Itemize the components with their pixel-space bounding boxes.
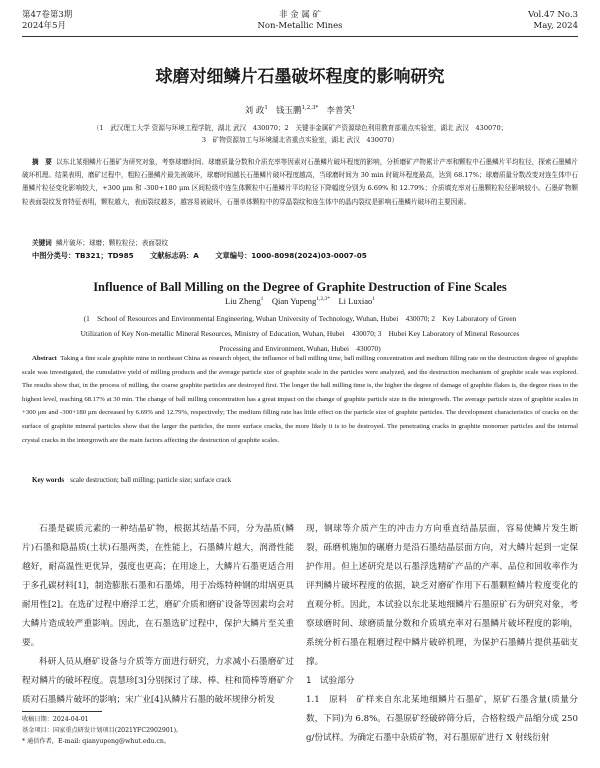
- corresponding-author: * 通信作者，E-mail: qianyupeng@whut.edu.cn。: [22, 737, 171, 745]
- body-column-right: [306, 520, 578, 748]
- abstract-text-cn: 以东北某细鳞片石墨矿为研究对象，考察球磨时间、球磨质量分数和介质充率等因素对石墨鳞片破坏程度的影响，分析磨矿产物累计产率和颗粒中石墨鳞片平均粒径，探索石墨鳞片破坏机理。结果表明，磨矿过程中，粗粒石墨鳞片最先被破坏，球磨时间越长石墨鳞片破坏程度越高，当球磨时间为 30 min 时破坏程度最高，达到 68.17%；球磨质量分数改变对连生体中石墨鳞片粒径变化影响较大，+300 μm 和 -300+180 μm 区间粒级中连生体颗粒中石墨鳞片平均粒径下降幅度分别为 6.69% 和 12.79%；介质填充率对石墨颗粒粒径影响较小。石墨矿物颗粒表面裂纹发育特征表明，颗粒越大，表面裂纹越多，越容易被破坏，石墨单体颗粒中的穿晶裂纹和连生体中的晶内裂纹是影响石墨鳞片破坏的主要因素。: [22, 158, 578, 206]
- author-affil-mark: 1: [351, 105, 356, 112]
- affiliations-cn: [40, 122, 560, 146]
- affiliation-line: 3 矿物资源加工与环境湖北省重点实验室，湖北 武汉 430070）: [201, 136, 399, 144]
- document-code: 文献标志码：A: [150, 251, 199, 260]
- author-affil-mark: 1: [264, 105, 268, 112]
- affiliation-line: Utilization of Key Non-metallic Mineral Resources, Ministry of Education, Wuhan, Hubei 430070; 3 Hubei Key Laboratory of Mineral Resources: [80, 329, 520, 339]
- affiliation-line: （1 武汉理工大学 资源与环境工程学院，湖北 武汉 430070；2 关键非金属矿产资源绿色利用教育部重点实验室，湖北 武汉 430070；: [92, 124, 508, 132]
- paper-title-en: Influence of Ball Milling on the Degree of Graphite Destruction of Fine Scales: [93, 280, 507, 294]
- date-cn: 2024年5月: [22, 21, 67, 31]
- author-name: Li Luxiao: [338, 296, 373, 306]
- received-date: 收稿日期：2024-04-01: [22, 716, 89, 723]
- journal-name-en: Non-Metallic Mines: [257, 21, 343, 31]
- author-name: Qian Yupeng: [271, 296, 317, 306]
- clc-number: 中图分类号：TB321；TD985: [32, 251, 134, 260]
- body-paragraph: 现，钢球等介质产生的冲击力方向垂直结晶层面，容易使鳞片发生断裂，砾磨机施加的碾磨力是沿石墨结晶层面方向，对大鳞片起到一定保护作用。但上述研究是以石墨浮选精矿产品的产率、品位和回收率作为评判鳞片破坏程度的依据，缺乏对磨矿作用下石墨颗粒鳞片粒度变化的直观分析。因此，本试验以东北某地细鳞片石墨原矿石为研究对象，考察球磨时间、球磨质量分数和介质填充率对石墨鳞片破坏程度的影响，系统分析石墨在粗磨过程中鳞片破碎机理，为保护石墨鳞片提供基础支撑。: [306, 524, 578, 667]
- paper-title-cn: 球磨对细鳞片石墨破坏程度的影响研究: [155, 67, 445, 87]
- author-name: Liu Zheng: [225, 296, 261, 306]
- affiliation-line: Processing and Environment, Wuhan, Hubei 430070): [219, 344, 381, 354]
- abstract-cn: [22, 156, 578, 209]
- abstract-text-en: Taking a fine scale graphite mine in northeast China as research object, the influence of ball milling time, ball milling concentration and medium filling rate on the destruction degree of graphite scale was investigated, the cumulative yield of milling products and the average particle size of graphite scale in the particles were analyzed, and the destruction mechanism of graphite scale was explored. The results show that, in the process of milling, the coarse graphite particles are destroyed first. The longer the ball milling time is, the higher the degree of damage of graphite flakes is, the degree rises to the highest level, reaching 68.17% at 30 min. The change of ball milling concentration has a great impact on the change of graphite particle size in the intergrowth. The average particle sizes of graphite scales in +300 μm and -300+180 μm decreased by 6.69% and 12.79%, respectively; The medium filling rate has little effect on the particle size of graphite particles. The development characteristics of cracks on the surface of graphite mineral particles show that the larger the particles, the more surface cracks, the more likely it is to be destroyed. The penetrating cracks in graphite monomer particles and the internal crystal cracks in the intergrowth are the main factors affecting the destruction of graphite scales.: [22, 355, 578, 444]
- keywords-cn: [32, 237, 578, 247]
- abstract-label-cn: 摘 要: [32, 158, 52, 166]
- keywords-label-cn: 关键词: [32, 239, 52, 247]
- body-paragraph: 1.1 原料 矿样来自东北某地细鳞片石墨矿，原矿石墨含量(质量分数，下同)为 6.8%。石墨原矿经破碎筛分后，合格粒级产品缩分成 250 g/份试样。为确定石墨中杂质矿物，对石墨原矿进行 X 射线衍射: [306, 695, 578, 743]
- footnotes: [22, 715, 294, 747]
- body-paragraph: 科研人员从磨矿设备与介质等方面进行研究，力求减小石墨磨矿过程对鳞片的破坏程度。袁慧珍[3]分别探讨了球、棒、柱和筒棒等磨矿介质对石墨鳞片破坏的影响；宋广业[4]从鳞片石墨的破坏规律分析发: [22, 657, 294, 705]
- author-affil-mark: 1,2,3*: [316, 296, 330, 303]
- section-heading: 1 试验部分: [306, 676, 355, 686]
- keywords-label-en: Key words: [32, 476, 65, 484]
- author-name: 李普笑: [326, 106, 352, 116]
- classification-line: [32, 251, 578, 261]
- author-affil-mark: 1: [372, 296, 375, 303]
- footnote-rule: [22, 711, 102, 712]
- body-paragraph: 石墨是碳质元素的一种结晶矿物，根据其结晶不同，分为晶质(鳞片)石墨和隐晶质(土状)石墨两类，在性能上，石墨鳞片越大，润滑性能越好，耐高温性更优异，强度也更高；在用途上，大鳞片石墨更适合用于多孔碳材料[1]，制造膨胀石墨和石墨烯，用于冶炼特种钢的坩埚更具耐用性[2]。在选矿过程中磨浮工艺，磨矿介质和磨矿设备等因素均会对大鳞片造成较严重影响。因此，在石墨选矿过程中，保护大鳞片至关重要。: [22, 524, 294, 648]
- fund-project: 基金项目：国家重点研发计划项目(2021YFC2902901)。: [22, 726, 183, 734]
- keywords-text-en: scale destruction; ball milling; particle size; surface crack: [70, 476, 232, 484]
- running-header: [22, 10, 578, 38]
- affiliations-en: [22, 311, 578, 357]
- author-name: 刘 政: [244, 106, 265, 116]
- keywords-en: [32, 476, 578, 484]
- abstract-label-en: Abstract: [32, 355, 57, 362]
- abstract-en: [22, 352, 578, 447]
- journal-name-cn: 非 金 属 矿: [278, 10, 322, 20]
- authors-en: [0, 296, 600, 306]
- keywords-text-cn: 鳞片破坏；球磨；颗粒粒径；表面裂纹: [55, 239, 169, 247]
- body-column-left: [22, 520, 294, 710]
- affiliation-line: (1 School of Resources and Environmental Engineering, Wuhan University of Technology, Wuhan, Hubei 430070; 2 Key Laboratory of Green: [83, 314, 517, 323]
- authors-cn: [0, 104, 600, 116]
- volume-issue-cn: 第47卷第3期: [22, 10, 73, 20]
- header-center: [22, 10, 578, 32]
- volume-issue-en: Vol.47 No.3: [528, 10, 578, 20]
- author-name: 钱玉鹏: [275, 106, 302, 116]
- date-en: May, 2024: [533, 21, 578, 31]
- header-right: [528, 10, 578, 32]
- author-affil-mark: 1: [260, 296, 264, 303]
- header-rule: [22, 36, 578, 37]
- article-number: 文章编号：1000-8098(2024)03-0007-05: [215, 251, 367, 260]
- author-affil-mark: 1,2,3*: [301, 105, 319, 112]
